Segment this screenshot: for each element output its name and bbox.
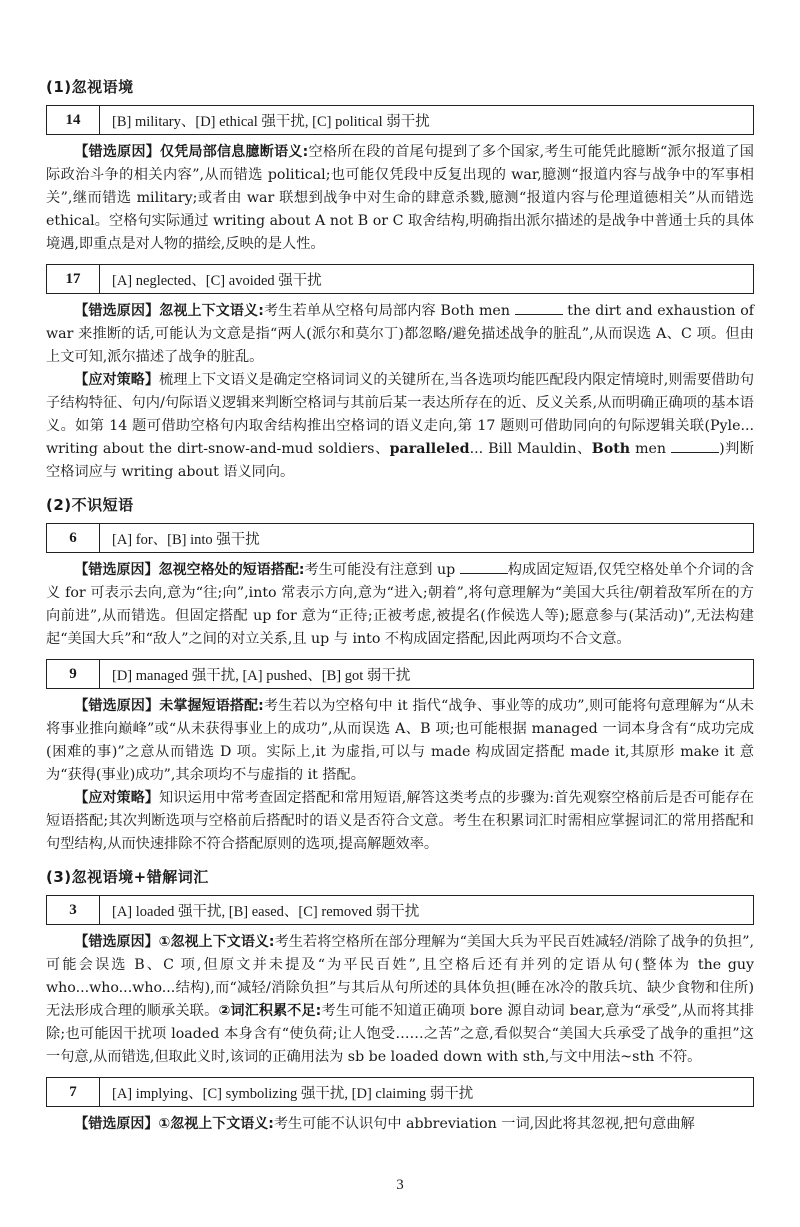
reason-label: 【错选原因】仅凭局部信息臆断语义:	[74, 144, 309, 160]
strategy-paragraph: 【应对策略】知识运用中常考查固定搭配和常用短语,解答这类考点的步骤为:首先观察空格前后是否可能存在短语搭配;其次判断选项与空格前后搭配时的语义是否符合文意。考生在积累词汇时需相应掌握词汇的常用搭配和句型结构,从而快速排除不符合搭配原则的选项,提高解题效率。	[46, 790, 754, 852]
section-title-phrases: (2)不识短语	[46, 496, 134, 514]
question-number: 6	[47, 524, 100, 552]
question-14-box	[46, 105, 754, 135]
question-3-box	[46, 895, 754, 925]
strategy-label: 【应对策略】	[74, 372, 160, 388]
analysis-paragraph: 【错选原因】①忽视上下文语义:考生若将空格所在部分理解为“美国大兵为平民百姓减轻/消除了战争的负担”,可能会误选 B、C 项,但原文并未提及“为平民百姓”,且空格后还有并列的定语从句(整体为 the guy who...who...who...结构),而“减轻/消除负担”与其后从句所述的具体负担(睡在冰冷的散兵坑、缺少食物和住所)无法形成合理的顺承关联。②词汇积累不足:考生可能不知道正确项 bore 源自动词 bear,意为“承受”,从而将其排除;也可能因干扰项 loaded 本身含有“使负荷;让人饱受……之苦”之意,看似契合“美国大兵承受了战争的重担”这一句意,从而错选,但取此义时,该词的正确用法为 sb be loaded down with sth,与文中用法~sth 不符。	[46, 934, 754, 1065]
distractor-options: [D] managed 强干扰, [A] pushed、[B] got 弱干扰	[112, 667, 411, 684]
analysis-paragraph: 【错选原因】未掌握短语搭配:考生若以为空格句中 it 指代“战争、事业等的成功”,则可能将句意理解为“从未将事业推向巅峰”或“从未获得事业上的成功”,从而误选 A、B 项;也可能根据 managed 一词本身含有“成功完成(困难的事)”之意从而错选 D 项。实际上,it 为虚指,可以与 made 构成固定搭配 made it,其原形 make it 意为“获得(事业)成功”,其余项均不与虚指的 it 搭配。	[46, 698, 754, 783]
analysis-paragraph: 【错选原因】忽视空格处的短语搭配:考生可能没有注意到 up 构成固定短语,仅凭空格处单个介词的含义 for 可表示去向,意为“往;向”,into 常表示方向,意为“进入;朝着”,将句意理解为“美国大兵往/朝着敌军所在的方向前进”,从而错选。但固定搭配 up for 意为“正待;正被考虑,被提名(作候选人等);愿意参与(某活动)”,无法构建起“美国大兵”和“敌人”之间的对立关系,且 up 与 into 不构成固定搭配,因此两项均不合文意。	[46, 559, 754, 651]
question-9-box	[46, 659, 754, 689]
distractor-options: [A] neglected、[C] avoided 强干扰	[112, 272, 322, 289]
section-title-context: (1)忽视语境	[46, 78, 134, 96]
page-number: 3	[396, 1177, 404, 1193]
strategy-paragraph: 【应对策略】梳理上下文语义是确定空格词词义的关键所在,当各选项均能匹配段内限定情境时,则需要借助句子结构特征、句内/句际语义逻辑来判断空格词与其前后某一表达所存在的近、反义关系,从而明确正确项的基本语义。如第 14 题可借助空格句内取舍结构推出空格词的语义走向,第 17 题则可借助同向的句际逻辑关联(Pyle... writing about the dirt-snow-and-mud soldiers、paralleled... Bill Mauldin、Both men )判断空格词应与 writing about 语义同向。	[46, 372, 755, 480]
distractor-options: [A] loaded 强干扰, [B] eased、[C] removed 弱干扰	[112, 903, 420, 920]
question-number: 7	[47, 1078, 100, 1106]
question-17-box	[46, 264, 754, 294]
question-7-box	[46, 1077, 754, 1107]
question-number: 9	[47, 660, 100, 688]
blank-line	[671, 438, 719, 453]
reason-label-2: ②词汇积累不足:	[218, 1003, 322, 1019]
distractor-options: [A] for、[B] into 强干扰	[112, 531, 260, 548]
analysis-paragraph: 【错选原因】忽视上下文语义:考生若单从空格句局部内容 Both men the dirt and exhaustion of war 来推断的话,可能认为文意是指“两人(派尔和莫尔丁)都忽略/避免描述战争的脏乱”,从而误选 A、C 项。但由上文可知,派尔描述了战争的脏乱。	[46, 300, 754, 369]
blank-line	[460, 559, 508, 574]
question-number: 14	[47, 106, 100, 134]
question-number: 17	[47, 265, 100, 293]
page-content	[46, 76, 754, 1136]
reason-label: 【错选原因】忽视上下文语义:	[74, 303, 264, 319]
question-number: 3	[47, 896, 100, 924]
distractor-options: [B] military、[D] ethical 强干扰, [C] political 弱干扰	[112, 113, 430, 130]
analysis-paragraph: 【错选原因】①忽视上下文语义:考生可能不认识句中 abbreviation 一词,因此将其忽视,把句意曲解	[74, 1116, 695, 1132]
reason-label: 【错选原因】未掌握短语搭配:	[74, 698, 264, 714]
strategy-label: 【应对策略】	[74, 790, 159, 806]
analysis-paragraph: 【错选原因】仅凭局部信息臆断语义:空格所在段的首尾句提到了多个国家,考生可能凭此臆断“派尔报道了国际政治斗争的相关内容”,从而错选 political;也可能仅凭段中反复出现的 war,臆测“报道内容与战争中的军事相关”,继而错选 military;或者由 war 联想到战争中对生命的肆意杀戮,臆测“报道内容与伦理道德相关”从而错选 ethical。空格句实际通过 writing about A not B or C 取舍结构,明确指出派尔描述的是战争中普通士兵的具体境遇,即重点是对人物的描绘,反映的是人性。	[46, 144, 754, 252]
section-title-context-vocab: (3)忽视语境+错解词汇	[46, 868, 209, 886]
question-6-box	[46, 523, 754, 553]
reason-label: 【错选原因】①忽视上下文语义:	[74, 1116, 274, 1132]
reason-label: 【错选原因】忽视空格处的短语搭配:	[74, 562, 305, 578]
reason-label: 【错选原因】①忽视上下文语义:	[74, 934, 275, 950]
distractor-options: [A] implying、[C] symbolizing 强干扰, [D] claiming 弱干扰	[112, 1085, 474, 1102]
blank-line	[515, 300, 563, 315]
